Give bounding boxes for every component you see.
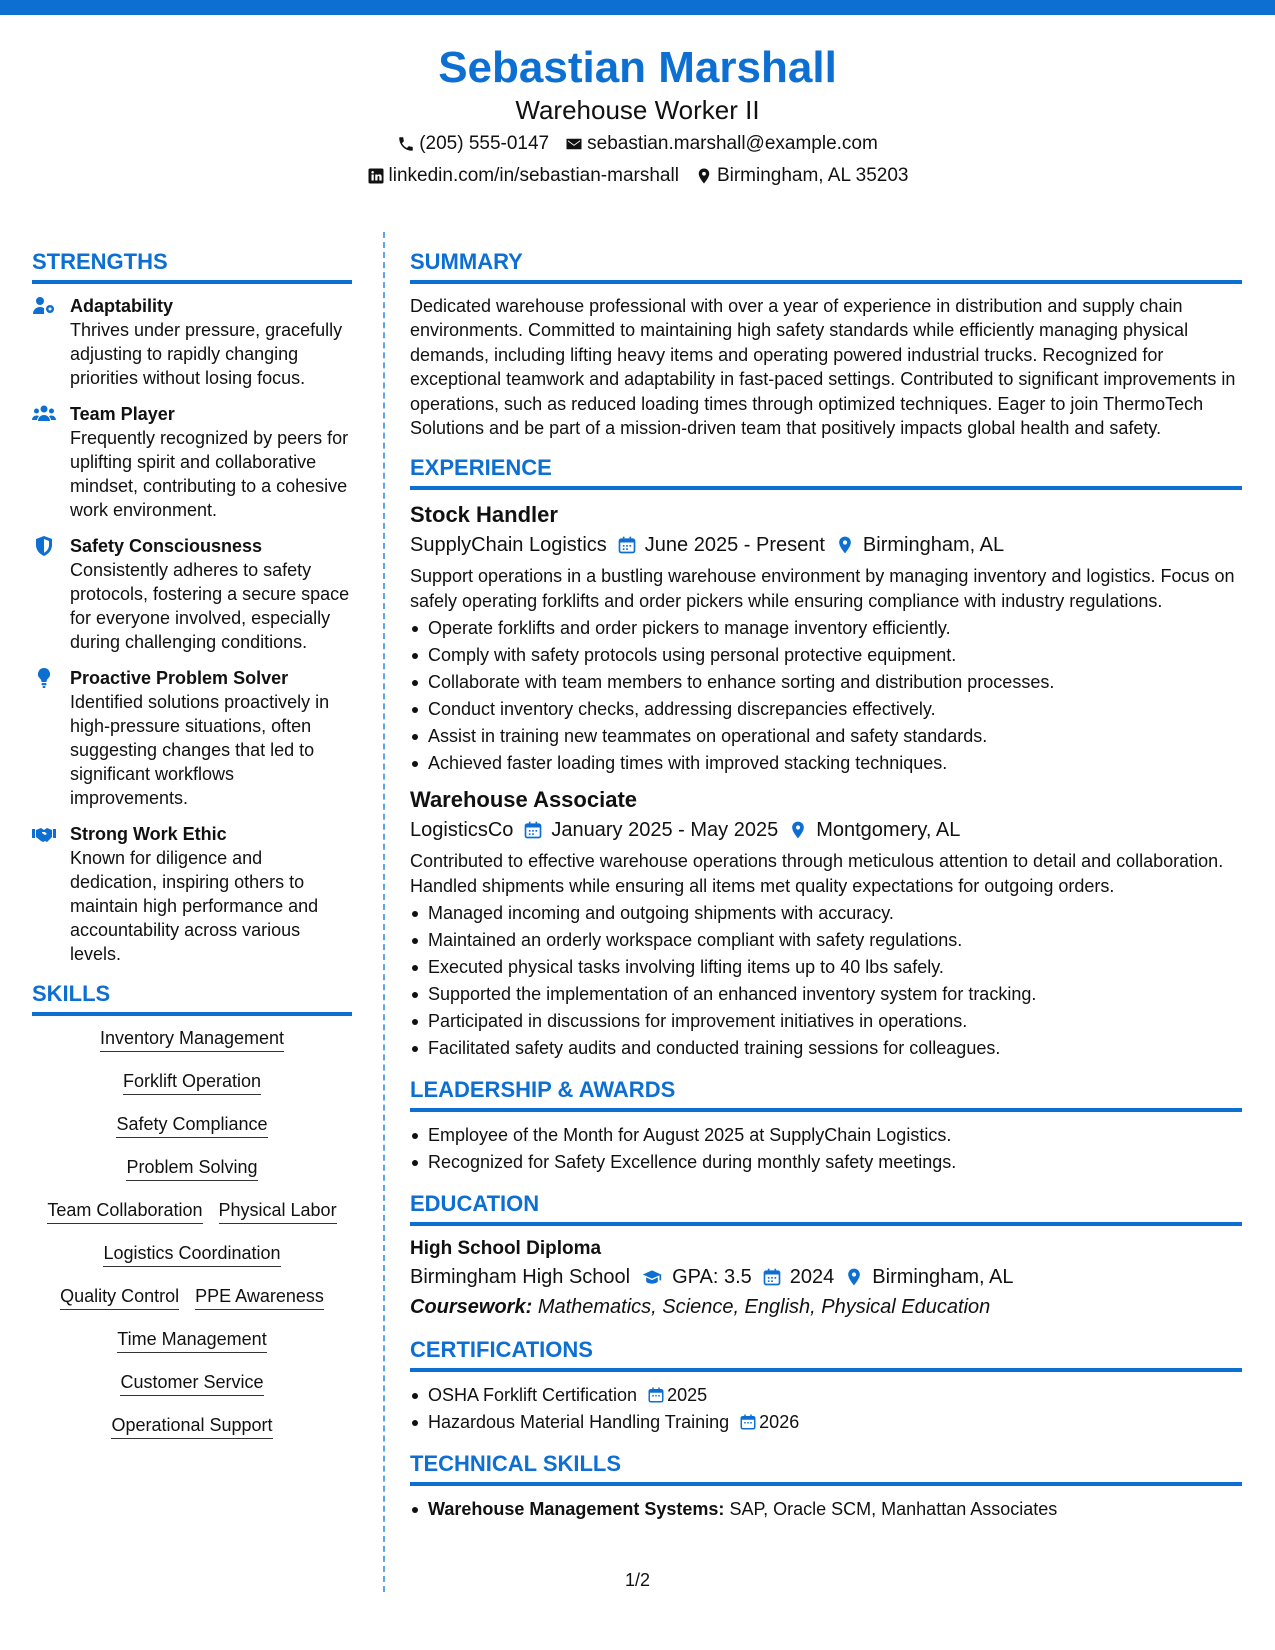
left-column [32, 248, 352, 1456]
strength-desc: Frequently recognized by peers for uplifting spirit and collaborative mindset, contributing to a cohesive work environment. [70, 428, 349, 520]
job-description: Support operations in a bustling warehouse environment by managing inventory and logistics. Focus on safely operating forklifts and order pickers while ensuring compliance with industry regulations. [410, 566, 1235, 611]
coursework-label: Coursework: [410, 1296, 533, 1319]
list-item: Collaborate with team members to enhance sorting and distribution processes. [410, 669, 1242, 696]
cert-year: 2026 [759, 1412, 800, 1433]
top-accent-bar [0, 0, 1275, 15]
strength-desc: Thrives under pressure, gracefully adjusting to rapidly changing priorities without losing focus. [70, 320, 343, 388]
skill-tag: Problem Solving [126, 1155, 257, 1181]
linkedin-icon [367, 167, 385, 185]
handshake-icon [32, 822, 60, 966]
skill-tag: Quality Control [60, 1284, 179, 1310]
company-name: LogisticsCo [410, 819, 514, 842]
cert-year: 2025 [667, 1385, 708, 1406]
skill-tag: Safety Compliance [116, 1112, 267, 1138]
list-item: Employee of the Month for August 2025 at SupplyChain Logistics. [410, 1122, 1242, 1149]
job-description: Contributed to effective warehouse operations through meticulous attention to detail and collaboration. Handled shipments while ensuring all items met quality expectations for outgoing orders. [410, 851, 1224, 896]
strength-item [32, 534, 352, 654]
strength-title: Proactive Problem Solver [70, 668, 289, 688]
leadership-list [410, 1122, 1242, 1176]
job-location: Birmingham, AL [862, 534, 1005, 557]
strength-item [32, 666, 352, 810]
list-item: Recognized for Safety Excellence during monthly safety meetings. [410, 1149, 1242, 1176]
list-item: Managed incoming and outgoing shipments with accuracy. [410, 900, 1242, 927]
map-pin-icon [844, 1267, 864, 1287]
cert-name: Hazardous Material Handling Training [428, 1412, 730, 1433]
location-contact: Birmingham, AL 35203 [695, 160, 909, 192]
job-title: Warehouse Associate [410, 787, 638, 813]
certifications-heading: CERTIFICATIONS [410, 1336, 1242, 1372]
certifications-list [410, 1382, 1242, 1436]
skill-row [32, 1155, 352, 1181]
strength-title: Team Player [70, 404, 175, 424]
list-item [410, 1382, 1242, 1409]
skills-list [32, 1026, 352, 1439]
phone-icon [397, 135, 415, 153]
list-item: Executed physical tasks involving lifting items up to 40 lbs safely. [410, 954, 1242, 981]
leadership-heading: LEADERSHIP & AWARDS [410, 1076, 1242, 1112]
skill-row [32, 1370, 352, 1396]
school-location: Birmingham, AL [872, 1266, 1014, 1289]
list-item: Supported the implementation of an enhanced inventory system for tracking. [410, 981, 1242, 1008]
linkedin-contact[interactable]: linkedin.com/in/sebastian-marshall [367, 160, 679, 192]
skill-tag: Inventory Management [100, 1026, 284, 1052]
summary-heading: SUMMARY [410, 248, 1242, 284]
strength-title: Strong Work Ethic [70, 824, 227, 844]
strengths-heading: STRENGTHS [32, 248, 352, 284]
job-title: Stock Handler [410, 502, 558, 528]
graduation-year: 2024 [789, 1266, 835, 1289]
job-meta [410, 530, 1242, 560]
shield-icon [32, 534, 60, 654]
skill-tag: Operational Support [111, 1413, 272, 1439]
job-bullets [410, 900, 1242, 1062]
cert-name: OSHA Forklift Certification [428, 1385, 638, 1406]
skill-tag: Time Management [117, 1327, 266, 1353]
job-entry [410, 785, 1242, 1062]
strength-item [32, 402, 352, 522]
tech-skill-label: Warehouse Management Systems: [428, 1499, 725, 1520]
skill-row [32, 1413, 352, 1439]
skill-tag: Logistics Coordination [103, 1241, 280, 1267]
job-dates: June 2025 - Present [644, 534, 825, 557]
skill-row [32, 1198, 352, 1224]
map-pin-icon [788, 820, 808, 840]
skill-tag: Physical Labor [219, 1198, 337, 1224]
job-location: Montgomery, AL [816, 819, 961, 842]
skill-row [32, 1284, 352, 1310]
calendar-icon [523, 820, 543, 840]
degree-title: High School Diploma [410, 1238, 602, 1260]
calendar-icon [617, 535, 637, 555]
list-item: Comply with safety protocols using personal protective equipment. [410, 642, 1242, 669]
job-dates: January 2025 - May 2025 [551, 819, 779, 842]
users-icon [32, 402, 60, 522]
skill-row [32, 1069, 352, 1095]
strength-title: Adaptability [70, 296, 174, 316]
graduation-cap-icon [640, 1267, 664, 1287]
strength-desc: Known for diligence and dedication, inspiring others to maintain high performance and accountability across various levels. [70, 848, 319, 964]
right-column [410, 248, 1242, 1523]
strength-item [32, 822, 352, 966]
list-item: Facilitated safety audits and conducted training sessions for colleagues. [410, 1035, 1242, 1062]
map-pin-icon [695, 167, 713, 185]
list-item: Participated in discussions for improvement initiatives in operations. [410, 1008, 1242, 1035]
summary-text: Dedicated warehouse professional with over a year of experience in distribution and supply chain environments. Committed to maintaining high safety standards while efficiently managing physical demands, including lifting heavy items and operating powered industrial trucks. Recognized for exceptional teamwork and adaptability in fast-paced settings. Contributed to significant improvements in operations, such as reduced loading times through optimized techniques. Eager to join ThermoTech Solutions and be part of a mission-driven team that positively impacts global health and safety. [410, 296, 1236, 439]
phone-contact: (205) 555-0147 [397, 128, 549, 160]
candidate-title: Warehouse Worker II [515, 95, 760, 125]
calendar-icon [739, 1413, 757, 1431]
skill-row [32, 1241, 352, 1267]
column-divider [383, 232, 385, 1592]
coursework-list: Mathematics, Science, English, Physical Education [537, 1296, 991, 1319]
candidate-name: Sebastian Marshall [438, 43, 837, 92]
contact-row-1 [0, 128, 1275, 160]
skill-tag: PPE Awareness [195, 1284, 324, 1310]
skill-tag: Forklift Operation [123, 1069, 261, 1095]
technical-skills-list [410, 1496, 1242, 1523]
list-item: Operate forklifts and order pickers to manage inventory efficiently. [410, 615, 1242, 642]
job-meta [410, 815, 1242, 845]
list-item [410, 1409, 1242, 1436]
contact-row-2 [0, 160, 1275, 192]
strength-title: Safety Consciousness [70, 536, 263, 556]
experience-heading: EXPERIENCE [410, 454, 1242, 490]
map-pin-icon [835, 535, 855, 555]
skill-tag: Team Collaboration [47, 1198, 202, 1224]
gpa: GPA: 3.5 [672, 1266, 752, 1289]
strength-desc: Identified solutions proactively in high-pressure situations, often suggesting changes that led to significant workflows improvements. [70, 692, 330, 808]
job-entry [410, 500, 1242, 777]
list-item: Assist in training new teammates on operational and safety standards. [410, 723, 1242, 750]
school-name: Birmingham High School [410, 1266, 631, 1289]
strength-desc: Consistently adheres to safety protocols, fostering a secure space for everyone involved, especially during challenging conditions. [70, 560, 350, 652]
list-item: Conduct inventory checks, addressing discrepancies effectively. [410, 696, 1242, 723]
envelope-icon [565, 135, 583, 153]
calendar-icon [762, 1267, 782, 1287]
coursework [410, 1292, 1242, 1322]
skills-heading: SKILLS [32, 980, 352, 1016]
list-item: Achieved faster loading times with improved stacking techniques. [410, 750, 1242, 777]
strength-item [32, 294, 352, 390]
calendar-icon [647, 1386, 665, 1404]
email-contact[interactable]: sebastian.marshall@example.com [565, 128, 878, 160]
job-bullets [410, 615, 1242, 777]
user-gear-icon [32, 294, 60, 390]
list-item: Maintained an orderly workspace compliant with safety regulations. [410, 927, 1242, 954]
lightbulb-icon [32, 666, 60, 810]
skill-row [32, 1026, 352, 1052]
education-meta [410, 1262, 1242, 1292]
education-heading: EDUCATION [410, 1190, 1242, 1226]
skill-row [32, 1112, 352, 1138]
technical-skills-heading: TECHNICAL SKILLS [410, 1450, 1242, 1486]
company-name: SupplyChain Logistics [410, 534, 607, 557]
skill-tag: Customer Service [120, 1370, 263, 1396]
page-number: 1/2 [624, 1570, 651, 1590]
tech-skill-value: SAP, Oracle SCM, Manhattan Associates [729, 1499, 1058, 1520]
resume-header [0, 40, 1275, 192]
list-item [410, 1496, 1242, 1523]
skill-row [32, 1327, 352, 1353]
